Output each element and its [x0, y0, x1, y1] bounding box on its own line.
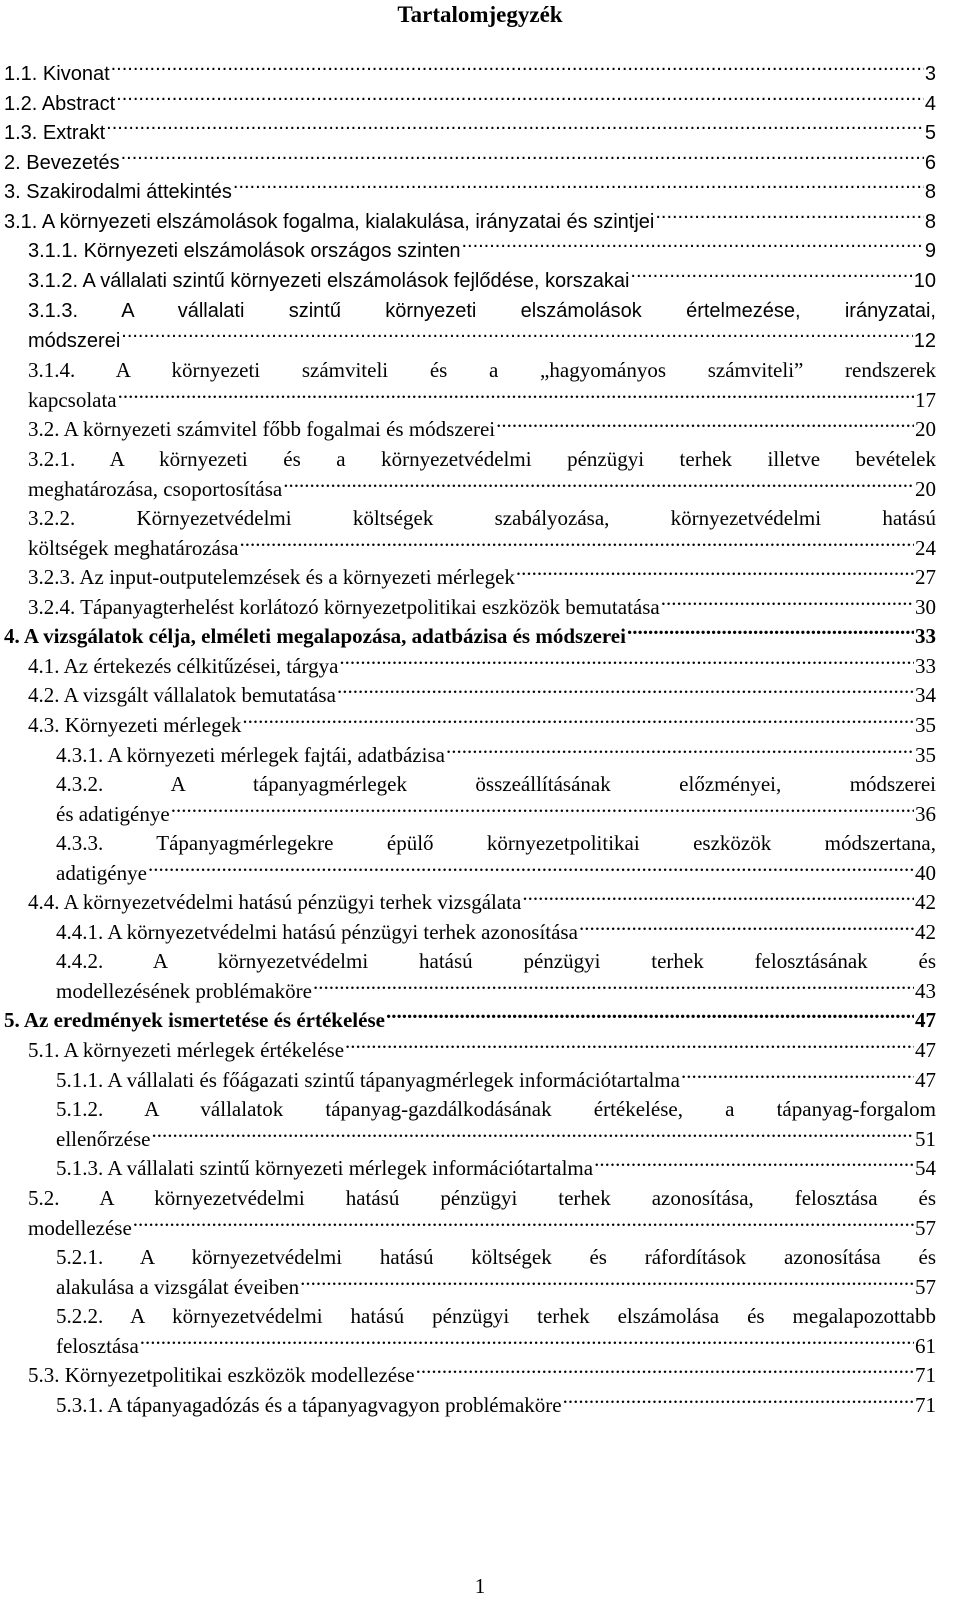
dot-leader	[579, 918, 914, 939]
toc-entry[interactable]	[56, 829, 936, 888]
toc-entry-text: 3.2.2. Környezetvédelmi költségek szabályozása, környezetvédelmi hatású	[28, 506, 936, 530]
toc-entry[interactable]	[4, 60, 936, 90]
toc-page-number: 5	[924, 122, 936, 144]
toc-entry-text: költségek meghatározása	[28, 535, 239, 560]
toc-entry-text: 5.2.1. A környezetvédelmi hatású költségek és ráfordítások azonosítása és	[56, 1245, 936, 1269]
toc-entry-text: 1.1. Kivonat	[4, 63, 110, 85]
dot-leader	[121, 327, 912, 347]
dot-leader	[106, 119, 924, 139]
toc-entry-text: 4.3.2. A tápanyagmérlegek összeállításának előzményei, módszerei	[56, 772, 936, 796]
toc-entry-text: 5.3.1. A tápanyagadózás és a tápanyagvagyon problémaköre	[56, 1393, 562, 1417]
dot-leader	[339, 652, 914, 673]
toc-entry-text: 3.2.1. A környezeti és a környezetvédelmi pénzügyi terhek illetve bevételek	[28, 447, 936, 471]
toc-page-number: 33	[915, 654, 936, 678]
toc-page-number: 42	[915, 890, 936, 914]
toc-entry[interactable]	[28, 267, 936, 297]
dot-leader	[563, 1391, 914, 1412]
toc-entry[interactable]	[28, 297, 936, 356]
dot-leader	[386, 1006, 914, 1027]
toc-entry-text: 5.2. A környezetvédelmi hatású pénzügyi terhek azonosítása, felosztása és	[28, 1186, 936, 1210]
toc-entry[interactable]	[4, 119, 936, 149]
dot-leader	[496, 415, 914, 436]
toc-entry-text: 4.3.3. Tápanyagmérlegekre épülő környezetpolitikai eszközök módszertana,	[56, 831, 936, 855]
toc-entry-text: alakulása a vizsgálat éveiben	[56, 1274, 300, 1299]
dot-leader	[446, 741, 914, 762]
toc-page-number: 6	[924, 152, 936, 174]
toc-entry[interactable]	[28, 356, 936, 415]
toc-entry-text: 4.4.1. A környezetvédelmi hatású pénzügyi terhek azonosítása	[56, 920, 578, 944]
toc-entry[interactable]	[28, 711, 936, 741]
toc-entry-text: 5.1.3. A vállalati szintű környezeti mérlegek információtartalma	[56, 1156, 594, 1180]
toc-entry-text: adatigénye	[56, 860, 147, 885]
toc-entry[interactable]	[4, 178, 936, 208]
toc-page-number: 47	[915, 1008, 936, 1032]
dot-leader	[461, 237, 923, 257]
toc-entry[interactable]	[28, 1184, 936, 1243]
dot-leader	[416, 1361, 914, 1382]
toc-page-number: 4	[924, 93, 936, 115]
dot-leader	[148, 859, 914, 880]
toc-entry[interactable]	[56, 1302, 936, 1361]
toc-entry-text: kapcsolata	[28, 387, 117, 412]
dot-leader	[118, 386, 914, 407]
toc-entry-text: 3.1. A környezeti elszámolások fogalma, kialakulása, irányzatai és szintjei	[4, 211, 655, 233]
toc-entry-text: 5.1. A környezeti mérlegek értékelése	[28, 1038, 345, 1062]
toc-page-number: 8	[924, 181, 936, 203]
toc-entry[interactable]	[28, 445, 936, 504]
toc-entry-text: 3.2.3. Az input-outputelemzések és a környezeti mérlegek	[28, 565, 515, 589]
toc-page-number: 54	[915, 1156, 936, 1180]
toc-entry-text: modellezésének problémaköre	[56, 978, 312, 1003]
dot-leader	[171, 800, 914, 821]
dot-leader	[233, 178, 924, 198]
toc-entry-text: 4.2. A vizsgált vállalatok bemutatása	[28, 683, 336, 707]
dot-leader	[345, 1036, 914, 1057]
toc-page-number: 47	[915, 1038, 936, 1062]
toc-entry-text: és adatigénye	[56, 801, 170, 826]
toc-page-number: 30	[915, 595, 936, 619]
toc-entry[interactable]	[56, 947, 936, 1006]
toc-page-number: 35	[915, 713, 936, 737]
toc-entry-text: 3.1.2. A vállalati szintű környezeti elszámolások fejlődése, korszakai	[28, 270, 630, 292]
toc-entry[interactable]	[4, 208, 936, 238]
toc-entry[interactable]	[28, 652, 936, 682]
toc-page-number: 17	[915, 387, 936, 412]
toc-page-number: 43	[915, 978, 936, 1003]
toc-entry-text: 1.2. Abstract	[4, 93, 116, 115]
page-title: Tartalomjegyzék	[397, 2, 563, 27]
toc-page-number: 51	[915, 1126, 936, 1151]
toc-entry-text: 5. Az eredmények ismertetése és értékelése	[4, 1008, 385, 1032]
toc-entry-text: 1.3. Extrakt	[4, 122, 106, 144]
dot-leader	[516, 563, 914, 584]
dot-leader	[522, 888, 914, 909]
toc-page-number: 42	[915, 920, 936, 944]
toc-entry-text: 5.3. Környezetpolitikai eszközök modellezése	[28, 1363, 415, 1387]
dot-leader	[121, 149, 924, 169]
toc-entry[interactable]	[28, 888, 936, 918]
toc-entry-text: 3.1.4. A környezeti számviteli és a „hagyományos számviteli” rendszerek	[28, 358, 936, 382]
dot-leader	[111, 60, 924, 80]
toc-entry[interactable]	[28, 563, 936, 593]
toc-entry[interactable]	[56, 1391, 936, 1421]
dot-leader	[140, 1332, 914, 1353]
page-number: 1	[474, 1574, 486, 1598]
toc-entry-text: modellezése	[28, 1215, 132, 1240]
toc-page-number: 3	[924, 63, 936, 85]
toc-entry[interactable]	[56, 1066, 936, 1096]
toc-page-number: 34	[915, 683, 936, 707]
toc-entry[interactable]	[28, 1361, 936, 1391]
toc-page-number: 27	[915, 565, 936, 589]
toc-entry[interactable]	[28, 504, 936, 563]
dot-leader	[313, 977, 914, 998]
toc-page-number: 47	[915, 1068, 936, 1092]
dot-leader	[133, 1214, 914, 1235]
toc-page-number: 9	[924, 240, 936, 262]
toc-entry[interactable]	[28, 415, 936, 445]
toc-page-number: 12	[913, 329, 936, 352]
toc-entry-text: 4. A vizsgálatok célja, elméleti megalapozása, adatbázisa és módszerei	[4, 624, 626, 648]
toc-entry[interactable]	[56, 1243, 936, 1302]
toc-page-number: 57	[915, 1274, 936, 1299]
toc-entry[interactable]	[28, 593, 936, 623]
toc-entry[interactable]	[56, 1095, 936, 1154]
toc-entry-text: 4.1. Az értekezés célkitűzései, tárgya	[28, 654, 339, 678]
dot-leader	[594, 1154, 914, 1175]
dot-leader	[283, 475, 914, 496]
toc-entry-text: 2. Bevezetés	[4, 152, 120, 174]
dot-leader	[300, 1273, 914, 1294]
toc-page-number: 8	[924, 211, 936, 233]
toc-entry-text: 3. Szakirodalmi áttekintés	[4, 181, 232, 203]
toc-entry-text: 5.1.1. A vállalati és főágazati szintű tápanyagmérlegek információtartalma	[56, 1068, 680, 1092]
toc-entry[interactable]	[56, 918, 936, 948]
toc-entry-text: 4.3. Környezeti mérlegek	[28, 713, 242, 737]
toc-entry[interactable]	[56, 1154, 936, 1184]
toc-page-number: 61	[915, 1333, 936, 1358]
toc-entry-text: felosztása	[56, 1333, 139, 1358]
toc-page-number: 33	[915, 624, 936, 648]
toc-page-number: 71	[915, 1393, 936, 1417]
toc-entry[interactable]	[56, 770, 936, 829]
dot-leader	[681, 1066, 914, 1087]
toc-entry-text: meghatározása, csoportosítása	[28, 476, 283, 501]
dot-leader	[151, 1125, 914, 1146]
toc-entry-text: 3.2.4. Tápanyagterhelést korlátozó környezetpolitikai eszközök bemutatása	[28, 595, 660, 619]
toc-entry-text: 4.3.1. A környezeti mérlegek fajtái, adatbázisa	[56, 743, 445, 767]
dot-leader	[337, 681, 914, 702]
toc-page-number: 71	[915, 1363, 936, 1387]
dot-leader	[627, 622, 914, 643]
dot-leader	[661, 593, 914, 614]
toc-entry-text: 5.1.2. A vállalatok tápanyag-gazdálkodásának értékelése, a tápanyag-forgalom	[56, 1097, 936, 1121]
toc-entry[interactable]	[28, 237, 936, 267]
toc-entry-text: 3.1.1. Környezeti elszámolások országos szinten	[28, 240, 461, 262]
toc-page-number: 24	[915, 535, 936, 560]
toc-entry[interactable]	[28, 681, 936, 711]
toc-entry[interactable]	[4, 149, 936, 179]
toc-page-number: 20	[915, 417, 936, 441]
toc-entry[interactable]	[4, 622, 936, 652]
toc-entry[interactable]	[4, 90, 936, 120]
toc-entry-text: ellenőrzése	[56, 1126, 151, 1151]
toc-entry[interactable]	[28, 1036, 936, 1066]
dot-leader	[655, 208, 924, 228]
toc-page-number: 57	[915, 1215, 936, 1240]
toc-page-number: 20	[915, 476, 936, 501]
toc-page-number: 35	[915, 743, 936, 767]
dot-leader	[630, 267, 912, 287]
toc-page-number: 10	[913, 270, 936, 292]
toc-entry[interactable]	[4, 1006, 936, 1036]
dot-leader	[242, 711, 914, 732]
toc-page-number: 40	[915, 860, 936, 885]
toc-entry-text: 5.2.2. A környezetvédelmi hatású pénzügyi terhek elszámolása és megalapozottabb	[56, 1304, 936, 1328]
toc-entry-text: 4.4.2. A környezetvédelmi hatású pénzügyi terhek felosztásának és	[56, 949, 936, 973]
toc-entry-text: 3.2. A környezeti számvitel főbb fogalmai és módszerei	[28, 417, 496, 441]
toc-page-number: 36	[915, 801, 936, 826]
toc-entry[interactable]	[56, 741, 936, 771]
dot-leader	[116, 90, 924, 110]
toc-entry-text: 4.4. A környezetvédelmi hatású pénzügyi terhek vizsgálata	[28, 890, 522, 914]
dot-leader	[240, 534, 915, 555]
toc-entry-text: 3.1.3. A vállalati szintű környezeti elszámolások értelmezése, irányzatai,	[28, 300, 936, 322]
toc-entry-text: módszerei	[28, 329, 121, 352]
